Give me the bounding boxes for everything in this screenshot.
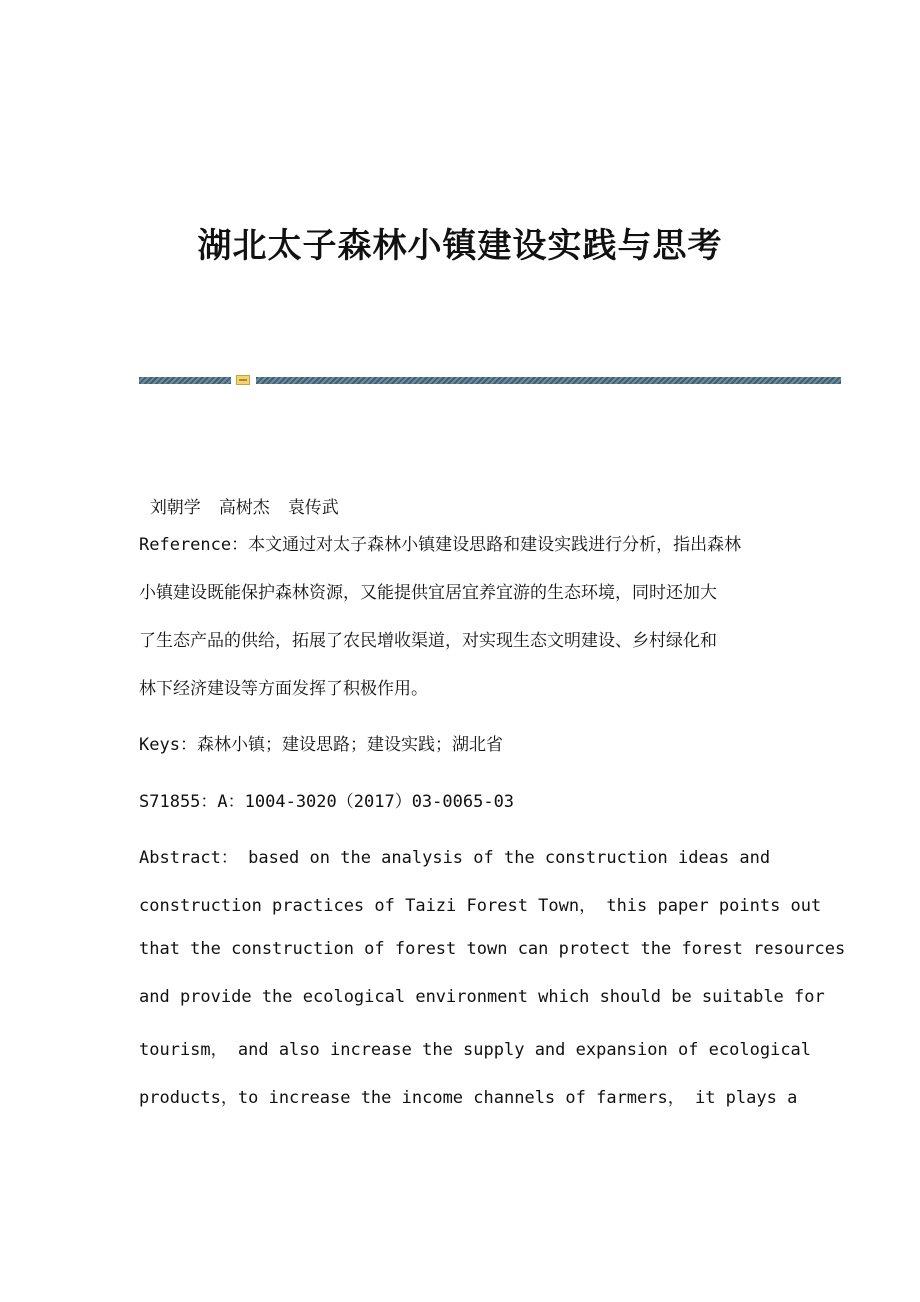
abstract-line: Abstract： based on the analysis of the construction ideas and xyxy=(139,848,771,868)
divider-emblem-icon xyxy=(236,375,250,385)
reference-line: 小镇建设既能保护森林资源，又能提供宜居宜养宜游的生态环境，同时还加大 xyxy=(139,583,717,603)
abstract-line: that the construction of forest town can protect the forest resources xyxy=(139,939,846,959)
authors xyxy=(139,473,357,518)
reference-line: Reference：本文通过对太子森林小镇建设思路和建设实践进行分析，指出森林 xyxy=(139,535,742,555)
keywords-line: Keys：森林小镇；建设思路；建设实践；湖北省 xyxy=(139,735,503,755)
divider-bar-right xyxy=(256,377,841,384)
abstract-line: products，to increase the income channels of farmers， it plays a xyxy=(139,1088,798,1108)
abstract-line: and provide the ecological environment which should be suitable for xyxy=(139,987,825,1007)
reference-line: 林下经济建设等方面发挥了积极作用。 xyxy=(139,679,428,699)
classification-line: S71855：A：1004-3020（2017）03-0065-03 xyxy=(139,792,515,812)
divider-bar-left xyxy=(139,377,231,384)
author-name: 高树杰 xyxy=(218,498,270,518)
reference-line: 了生态产品的供给，拓展了农民增收渠道，对实现生态文明建设、乡村绿化和 xyxy=(139,631,717,651)
author-name: 刘朝学 xyxy=(149,498,201,518)
document-title: 湖北太子森林小镇建设实践与思考 xyxy=(197,226,723,266)
abstract-line: construction practices of Taizi Forest Town， this paper points out xyxy=(139,896,822,916)
title-divider xyxy=(139,375,841,385)
abstract-line: tourism， and also increase the supply and expansion of ecological xyxy=(139,1040,812,1060)
author-name: 袁传武 xyxy=(287,498,339,518)
